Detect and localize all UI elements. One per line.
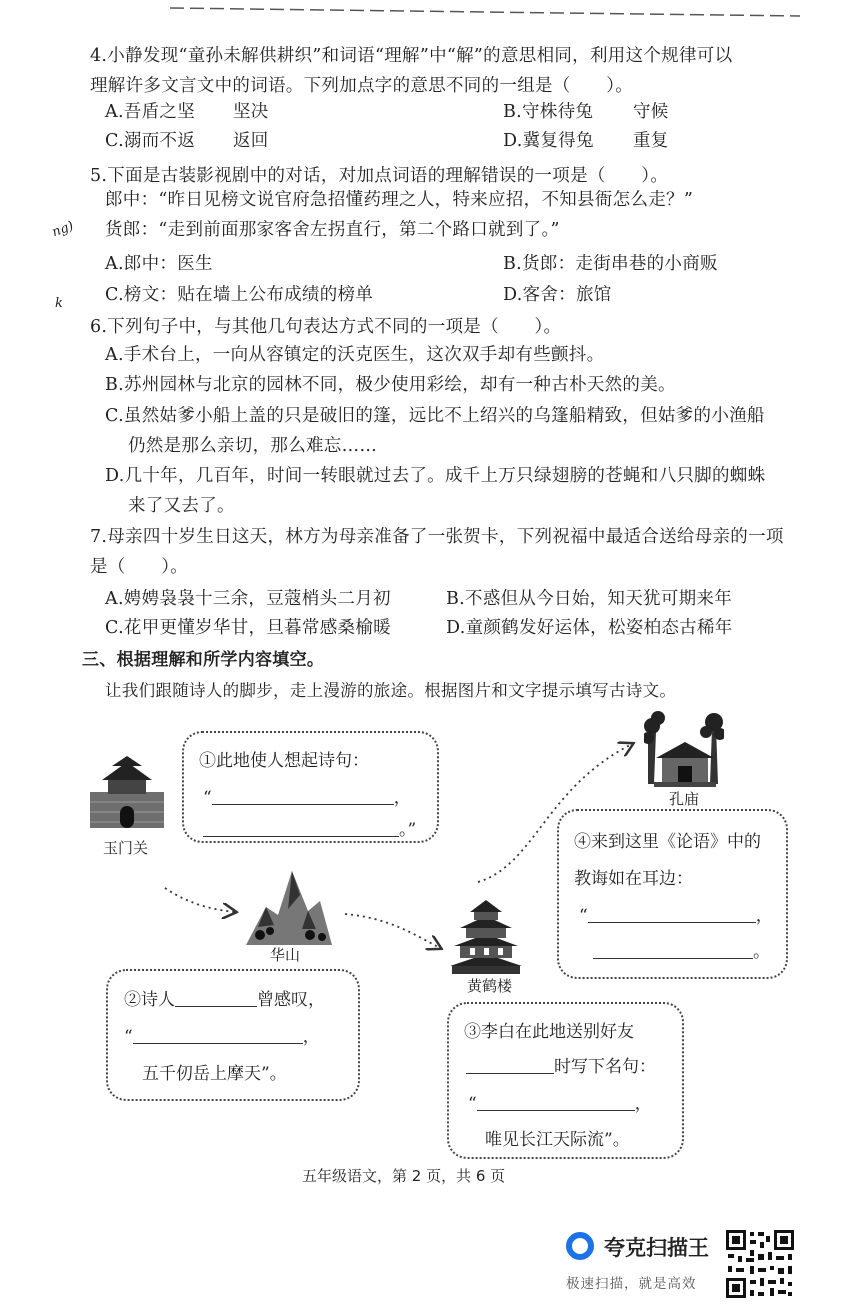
place-label-kongmiao: 孔庙 — [669, 790, 700, 808]
place-label-huashan: 华山 — [270, 946, 301, 964]
q4-option-d-term: D.冀复得兔 — [503, 131, 594, 151]
q7-option-b: B.不惑但从今日始，知天犹可期来年 — [446, 589, 733, 609]
open-quote: “ — [203, 788, 212, 808]
place-label-huanghe: 黄鹤楼 — [467, 977, 513, 995]
q7-option-a: A.娉娉袅袅十三余，豆蔻梢头二月初 — [105, 589, 391, 609]
margin-mark: k — [55, 296, 63, 311]
scanner-slogan: 极速扫描，就是高效 — [566, 1276, 697, 1292]
box-1-line-2 — [203, 815, 416, 840]
scanner-brand-name: 夸克扫描王 — [604, 1236, 709, 1260]
question-7-line-2: 是（ ）。 — [90, 557, 189, 577]
place-label-yumen: 玉门关 — [103, 839, 149, 857]
open-quote: “ — [468, 1094, 477, 1114]
box-4-line-4 — [593, 937, 770, 962]
scanner-logo-icon — [566, 1232, 594, 1260]
question-4-line-1: 4.小静发现“童孙未解供耕织”和词语“理解”中“解”的意思相同，利用这个规律可以 — [90, 46, 733, 66]
margin-mark: ng) — [50, 218, 76, 241]
q5-option-c: C.榜文：贴在墙上公布成绩的榜单 — [105, 285, 374, 305]
section-3-title: 三、根据理解和所学内容填空。 — [82, 650, 325, 670]
answer-blank[interactable] — [477, 1110, 635, 1111]
box-4-line-1: ④来到这里《论语》中的 — [574, 832, 761, 852]
question-4-line-2: 理解许多文言文中的词语。下列加点字的意思不同的一组是（ ）。 — [90, 76, 634, 96]
box-3-suffix: 时写下名句： — [554, 1057, 656, 1077]
comma: ， — [634, 1094, 652, 1114]
box-2-suffix: 曾感叹， — [257, 990, 325, 1010]
huashan-picture — [240, 865, 336, 947]
page-footer: 五年级语文，第 2 页，共 6 页 — [302, 1167, 506, 1185]
answer-blank[interactable] — [588, 922, 756, 923]
q6-option-a: A.手术台上，一向从容镇定的沃克医生，这次双手却有些颤抖。 — [105, 345, 605, 365]
q6-option-d-line-1: D.几十年，几百年，时间一转眼就过去了。成千上万只绿翅膀的苍蝇和八只脚的蜘蛛 — [105, 466, 766, 486]
answer-blank[interactable] — [593, 958, 753, 959]
box-1-title: ①此地使人想起诗句： — [199, 751, 369, 771]
period: 。 — [753, 942, 770, 962]
open-quote: “ — [579, 906, 588, 926]
answer-blank[interactable] — [212, 804, 394, 805]
box-3-line-3 — [468, 1089, 652, 1114]
box-2-line-3: 五千仞岳上摩天”。 — [142, 1064, 287, 1084]
q4-option-c-word: 返回 — [233, 131, 269, 151]
section-3-intro: 让我们跟随诗人的脚步，走上漫游的旅途。根据图片和文字提示填写古诗文。 — [105, 681, 677, 700]
q6-option-c-line-2: 仍然是那么亲切，那么难忘…… — [128, 436, 378, 456]
answer-blank[interactable] — [203, 836, 399, 837]
q4-option-c-term: C.溺而不返 — [105, 131, 196, 151]
q4-option-b-term: B.守株待兔 — [503, 102, 594, 122]
q5-option-d: D.客舍：旅馆 — [503, 285, 612, 305]
q5-dialogue-2: 货郎：“走到前面那家客舍左拐直行，第二个路口就到了。” — [105, 220, 560, 240]
comma: ， — [393, 788, 411, 808]
q5-option-b: B.货郎：走街串巷的小商贩 — [503, 254, 718, 274]
box-3-line-4: 唯见长江天际流”。 — [485, 1130, 630, 1150]
qr-code-icon — [724, 1228, 796, 1300]
box-3-line-2 — [466, 1052, 656, 1077]
top-dashed-line — [170, 0, 800, 24]
box-2-line-1 — [124, 985, 325, 1010]
q7-option-d: D.童颜鹤发好运体，松姿柏态古稀年 — [446, 618, 733, 638]
box-2-prefix: ②诗人 — [124, 990, 175, 1010]
question-7-line-1: 7.母亲四十岁生日这天，林方为母亲准备了一张贺卡，下列祝福中最适合送给母亲的一项 — [90, 527, 784, 547]
box-2-line-2 — [124, 1022, 320, 1047]
poet-name-blank[interactable] — [175, 1006, 257, 1007]
q6-option-b: B.苏州园林与北京的园林不同，极少使用彩绘，却有一种古朴天然的美。 — [105, 375, 676, 395]
q4-option-a-term: A.吾盾之坚 — [105, 102, 196, 122]
friend-name-blank[interactable] — [466, 1073, 554, 1074]
q6-option-c-line-1: C.虽然姑爹小船上盖的只是破旧的篷，远比不上绍兴的乌篷船精致，但姑爹的小渔船 — [105, 406, 765, 426]
open-quote: “ — [124, 1027, 133, 1047]
comma: ， — [755, 906, 773, 926]
q7-option-c: C.花甲更懂岁华甘，旦暮常感桑榆暖 — [105, 618, 391, 638]
question-6-stem: 6.下列句子中，与其他几句表达方式不同的一项是（ ）。 — [90, 317, 562, 337]
box-4-line-3 — [579, 901, 773, 926]
box-4-line-2: 教诲如在耳边： — [574, 869, 693, 889]
q4-option-d-word: 重复 — [633, 131, 669, 151]
box-1-line-1 — [203, 783, 411, 808]
box-3-title: ③李白在此地送别好友 — [464, 1022, 634, 1042]
yellow-crane-tower-picture — [444, 896, 528, 976]
comma: ， — [302, 1027, 320, 1047]
yumen-pass-picture — [88, 752, 166, 830]
confucius-temple-picture — [644, 710, 724, 788]
q6-option-d-line-2: 来了又去了。 — [128, 496, 235, 516]
answer-blank[interactable] — [133, 1043, 303, 1044]
question-5-stem: 5.下面是古装影视剧中的对话，对加点词语的理解错误的一项是（ ）。 — [90, 166, 669, 186]
q4-option-b-word: 守候 — [633, 102, 669, 122]
q4-option-a-word: 坚决 — [233, 102, 269, 122]
close-quote: 。” — [399, 820, 417, 840]
q5-option-a: A.郎中：医生 — [105, 254, 213, 274]
q5-dialogue-1: 郎中：“昨日见榜文说官府急招懂药理之人，特来应招，不知县衙怎么走？” — [105, 190, 694, 210]
